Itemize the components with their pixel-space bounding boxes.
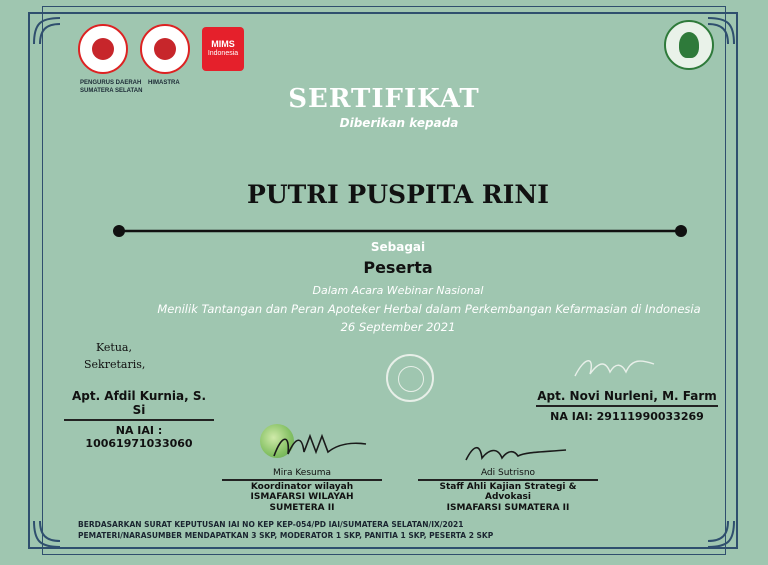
event-theme: Menilik Tantangan dan Peran Apoteker Herbal dalam Perkembangan Kefarmasian di Indonesia bbox=[157, 302, 701, 316]
left-signatory-nia: NA IAI : 10061971033060 bbox=[85, 424, 193, 450]
right-signatory bbox=[536, 389, 718, 423]
signature-line bbox=[64, 419, 214, 421]
mid-left-signatory bbox=[222, 468, 382, 513]
ismafarsi-logo-icon bbox=[664, 20, 714, 70]
sponsor-logos bbox=[78, 24, 244, 74]
event-date: 26 September 2021 bbox=[340, 320, 456, 334]
official-seal-icon bbox=[386, 354, 434, 402]
mid-left-signatory-role: Koordinator wilayah bbox=[250, 482, 354, 492]
signature-line bbox=[222, 479, 382, 481]
mid-right-signatory-role: Staff Ahli Kajian Strategi & Advokasi bbox=[439, 482, 577, 503]
signature-line bbox=[536, 405, 718, 407]
footer-decree-line: BERDASARKAN SURAT KEPUTUSAN IAI NO KEP KEP-054/PD IAI/SUMATERA SELATAN/IX/2021 bbox=[78, 520, 464, 529]
corner-ornament-icon bbox=[30, 511, 70, 551]
left-signatory bbox=[64, 389, 214, 450]
left-signatory-roles bbox=[84, 340, 146, 373]
signature-line bbox=[418, 479, 598, 481]
certificate-footer bbox=[78, 520, 493, 542]
mims-logo bbox=[202, 27, 244, 71]
mid-left-signatory-name: Mira Kesuma bbox=[272, 468, 331, 478]
as-label: Sebagai bbox=[370, 240, 426, 254]
mid-left-signature-icon bbox=[270, 428, 370, 462]
logo-caption-line: SUMATERA SELATAN bbox=[80, 87, 143, 94]
recipient-name: PUTRI PUSPITA RINI bbox=[247, 180, 549, 209]
left-signatory-name: Apt. Afdil Kurnia, S. Si bbox=[71, 389, 207, 417]
role-line: Sekretaris, bbox=[84, 357, 146, 371]
right-signatory-nia: NA IAI: 29111990033269 bbox=[550, 410, 704, 423]
mid-right-signatory bbox=[418, 468, 598, 513]
mid-right-signature-icon bbox=[462, 440, 572, 466]
footer-skp-line: PEMATERI/NARASUMBER MENDAPATKAN 3 SKP, MODERATOR 1 SKP, PANITIA 1 SKP, PESERTA 2 SKP bbox=[78, 530, 494, 540]
right-signatory-name: Apt. Novi Nurleni, M. Farm bbox=[537, 389, 717, 403]
certificate-subtitle: Diberikan kepada bbox=[339, 116, 459, 130]
certificate-title: SERTIFIKAT bbox=[288, 84, 480, 114]
mims-label: MIMS bbox=[211, 39, 235, 50]
mims-sub: Indonesia bbox=[207, 50, 239, 58]
participant-role: Peserta bbox=[363, 258, 433, 277]
logo-caption-mid: HIMASTRA bbox=[148, 80, 180, 86]
corner-ornament-icon bbox=[30, 14, 70, 54]
mid-left-signatory-org: ISMAFARSI WILAYAH SUMETERA II bbox=[250, 492, 354, 513]
iai-himastra-logo-icon bbox=[140, 24, 190, 74]
role-line: Ketua, bbox=[96, 341, 132, 354]
right-signature-icon bbox=[570, 350, 660, 384]
logo-caption-line: PENGURUS DAERAH bbox=[80, 80, 142, 86]
mid-right-signatory-name: Adi Sutrisno bbox=[480, 468, 536, 478]
event-name: Dalam Acara Webinar Nasional bbox=[312, 284, 484, 297]
corner-ornament-icon bbox=[698, 511, 738, 551]
name-divider bbox=[112, 224, 688, 238]
mid-right-signatory-org: ISMAFARSI SUMATERA II bbox=[446, 502, 570, 513]
iai-logo-icon bbox=[78, 24, 128, 74]
